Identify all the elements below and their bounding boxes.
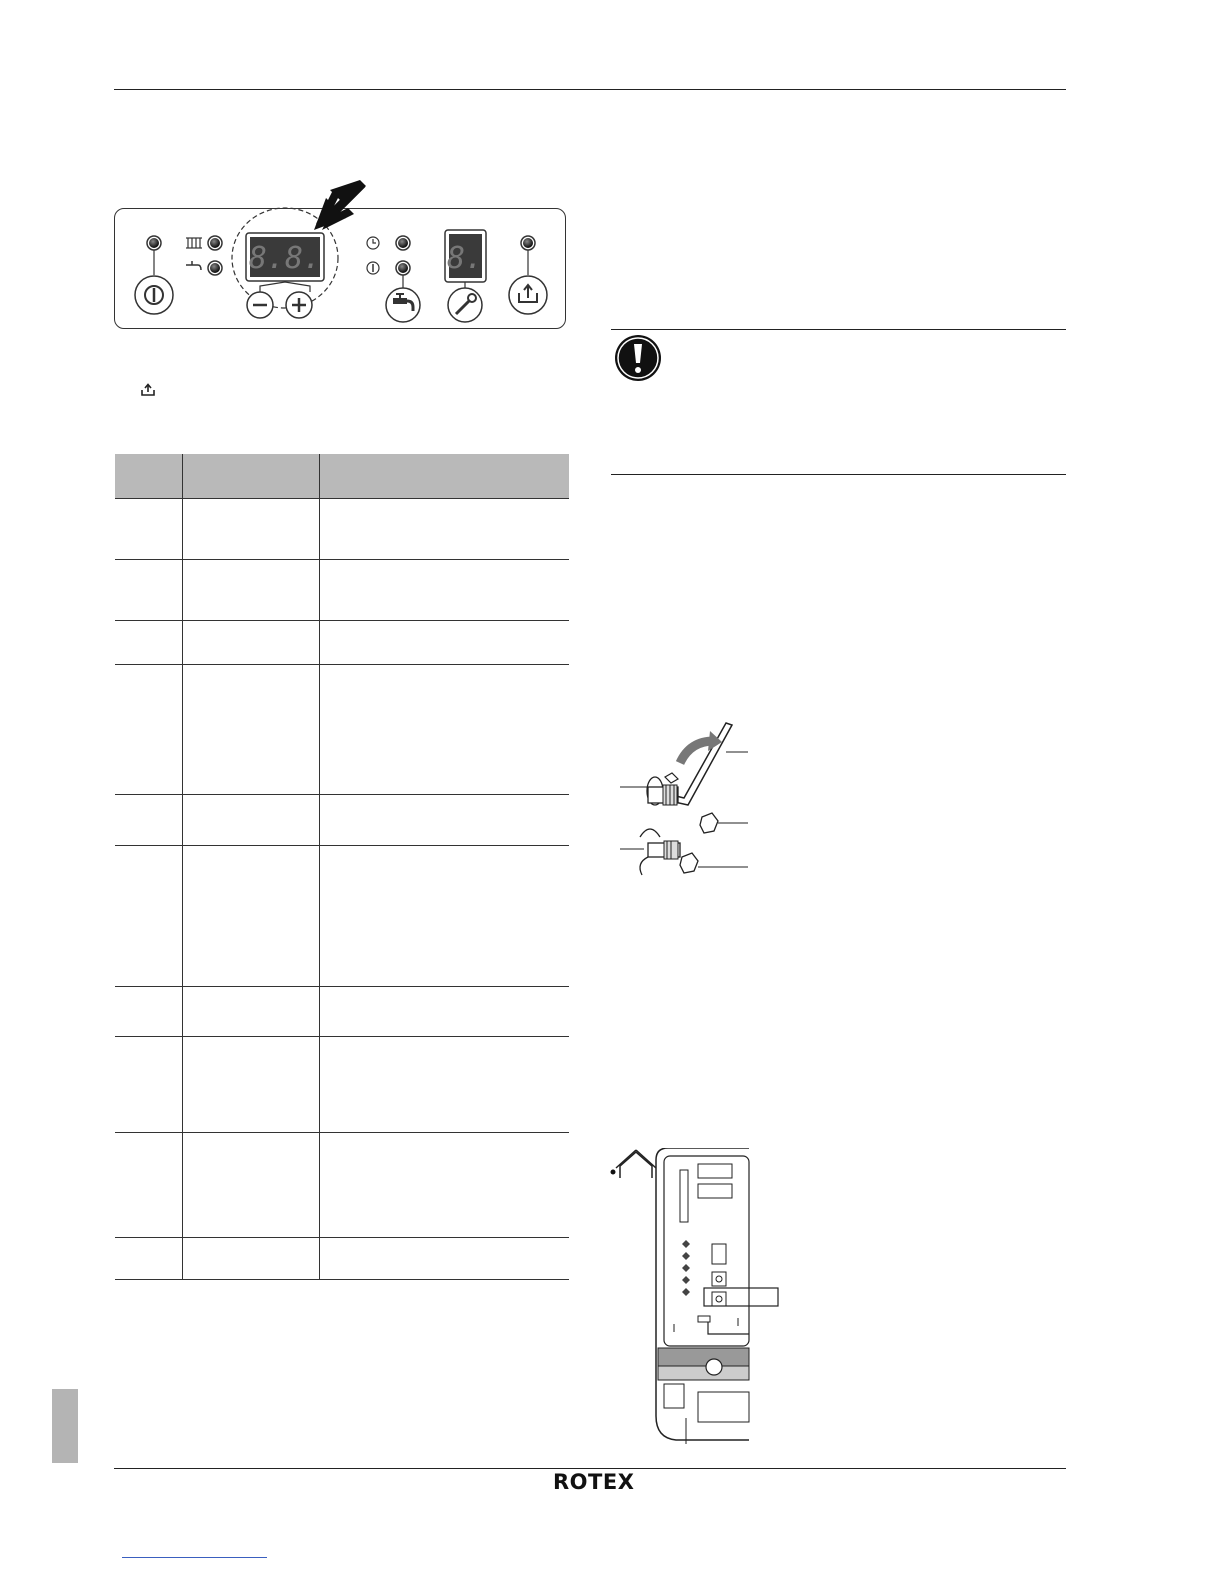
pointer-arrow xyxy=(314,180,366,230)
brand-logo: ROTEX xyxy=(553,1470,635,1494)
header-rule xyxy=(114,89,1066,90)
upload-button[interactable] xyxy=(509,276,547,314)
clock-icon xyxy=(367,237,379,249)
control-panel-drawing xyxy=(114,178,574,330)
house-icon xyxy=(611,1150,657,1178)
power-led xyxy=(147,236,161,250)
svg-text:8.8.: 8.8. xyxy=(248,241,322,276)
standby-icon xyxy=(367,262,379,274)
radiator-icon xyxy=(186,238,202,248)
minus-button[interactable] xyxy=(247,292,273,318)
table-row xyxy=(115,987,569,1037)
table-row xyxy=(115,1238,569,1280)
table-header-cell xyxy=(182,454,319,499)
footer-rule xyxy=(114,1468,1066,1469)
link-underline[interactable] xyxy=(122,1557,267,1558)
table-header-row xyxy=(115,454,569,499)
on-off-button[interactable] xyxy=(135,276,173,314)
controller-figure xyxy=(606,1148,786,1444)
notice-bottom-rule xyxy=(611,474,1066,475)
right-display xyxy=(445,230,486,282)
plus-button[interactable] xyxy=(286,292,312,318)
codes-table xyxy=(115,454,569,1280)
valve-figure xyxy=(618,715,753,885)
table-row xyxy=(115,795,569,846)
notice-top-rule xyxy=(611,329,1066,330)
table-row xyxy=(115,846,569,987)
table-row xyxy=(115,1037,569,1133)
table-header-cell xyxy=(115,454,182,499)
table-row xyxy=(115,499,569,560)
standby-led xyxy=(396,261,410,275)
svg-text:8.: 8. xyxy=(446,241,484,276)
hot-water-led xyxy=(208,261,222,275)
heating-led xyxy=(208,236,222,250)
hot-water-button[interactable] xyxy=(386,288,420,322)
timer-led xyxy=(396,236,410,250)
exclamation-icon xyxy=(613,333,663,383)
table-row xyxy=(115,621,569,665)
side-tab xyxy=(52,1389,78,1463)
table-row xyxy=(115,665,569,795)
service-button[interactable] xyxy=(448,288,482,322)
table-row xyxy=(115,560,569,621)
table-row xyxy=(115,1133,569,1238)
upload-icon xyxy=(139,382,157,398)
left-display xyxy=(246,233,324,281)
table-header-cell xyxy=(319,454,569,499)
right-led xyxy=(521,236,535,250)
tap-small-icon xyxy=(186,261,201,270)
